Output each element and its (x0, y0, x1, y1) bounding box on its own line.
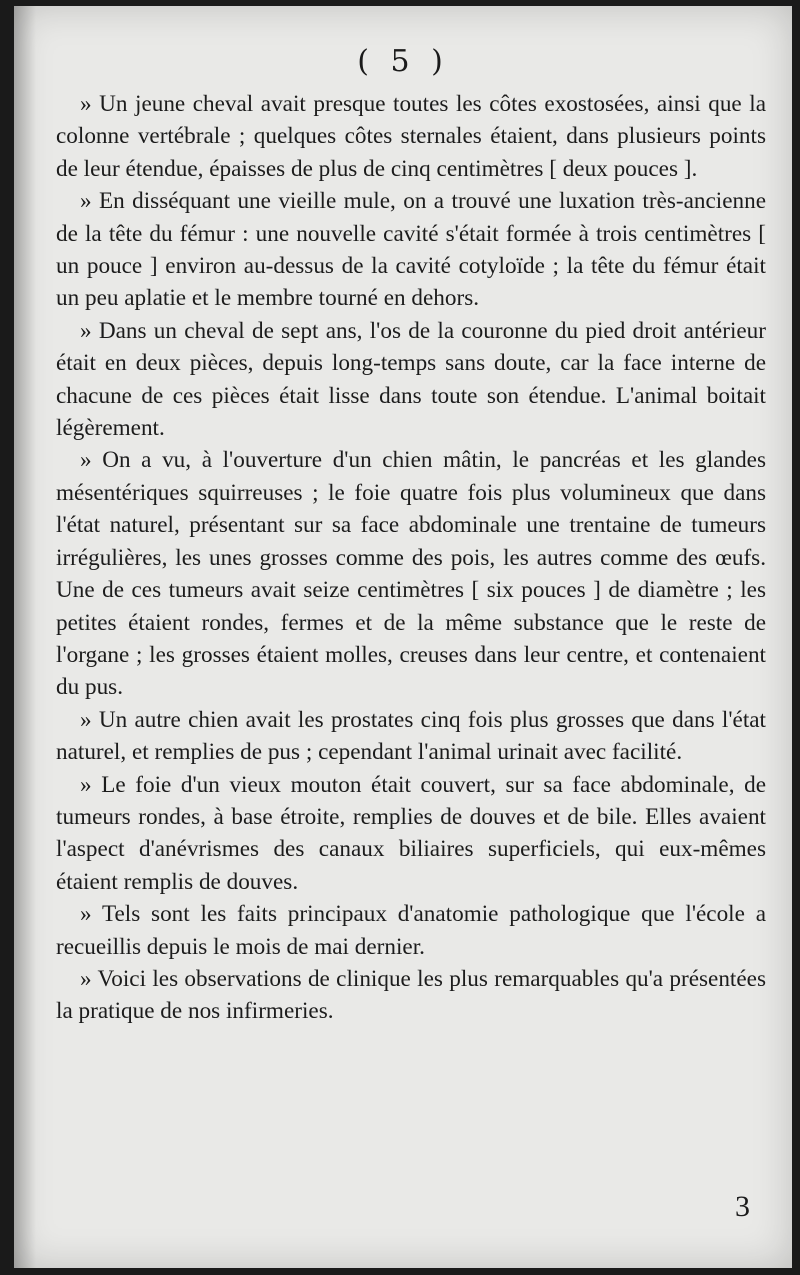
book-page (14, 6, 792, 1268)
page-number: ( 5 ) (357, 44, 449, 79)
paragraph-1: » Un jeune cheval avait presque toutes les côtes exostosées, ainsi que la colonne vertébrale ; quelques côtes sternales étaient, dans plusieurs points de leur étendue, épaisses de plus de cinq centimètres [ deux pouces ]. (56, 91, 766, 182)
paragraph-4: » On a vu, à l'ouverture d'un chien mâtin, le pancréas et les glandes mésentériques squirreuses ; le foie quatre fois plus volumineux que dans l'état naturel, présentant sur sa face abdominale une trentaine de tumeurs irrégulières, les unes grosses comme des pois, les autres comme des œufs. Une de ces tumeurs avait seize centimètres [ six pouces ] de diamètre ; les petites étaient rondes, fermes et de la même substance que le reste de l'organe ; les grosses étaient molles, creuses dans leur centre, et contenaient du pus. (56, 447, 766, 701)
paragraph-5: » Un autre chien avait les prostates cinq fois plus grosses que dans l'état naturel, et remplies de pus ; cependant l'animal urinait avec facilité. (56, 706, 766, 766)
paragraph-2: » En disséquant une vieille mule, on a trouvé une luxation très-ancienne de la tête du fémur : une nouvelle cavité s'était formée à trois centimètres [ un pouce ] environ au-dessus de la cavité cotyloïde ; la tête du fémur était un peu aplatie et le membre tourné en dehors. (56, 188, 766, 312)
body-text (56, 88, 766, 1028)
paragraph-3: » Dans un cheval de sept ans, l'os de la couronne du pied droit antérieur était en deux pièces, depuis long-temps sans doute, car la face interne de chacune de ces pièces était lisse dans toute son étendue. L'animal boitait légèrement. (56, 317, 766, 442)
paragraph-6: » Le foie d'un vieux mouton était couvert, sur sa face abdominale, de tumeurs rondes, à base étroite, remplies de douves et de bile. Elles avaient l'aspect d'anévrismes des canaux biliaires superficiels, qui eux-mêmes étaient remplis de douves. (56, 771, 766, 895)
page-gutter-shadow (14, 6, 36, 1268)
paragraph-8: » Voici les observations de clinique les plus remarquables qu'a présentées la pratique de nos infirmeries. (56, 965, 766, 1025)
paragraph-7: » Tels sont les faits principaux d'anatomie pathologique que l'école a recueillis depuis le mois de mai dernier. (56, 901, 766, 960)
signature-mark: 3 (735, 1190, 750, 1223)
